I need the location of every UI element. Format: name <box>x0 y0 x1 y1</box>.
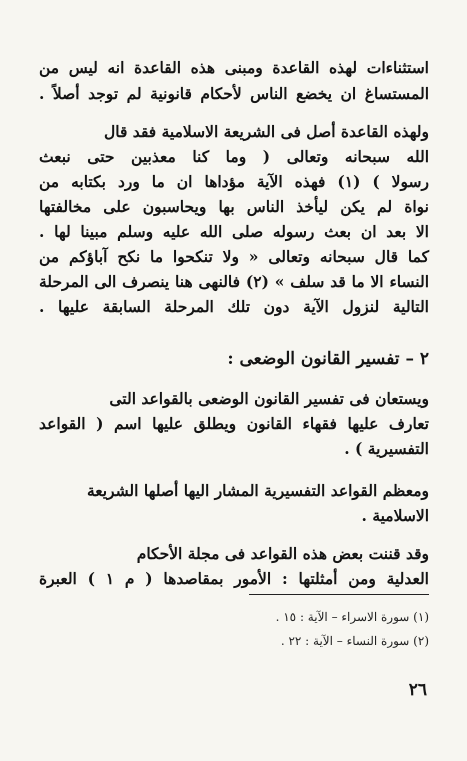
text-line: وقد قننت بعض هذه القواعد فى مجلة الأحكام <box>136 544 429 563</box>
text-line: المستساغ ان يخضع الناس لأحكام قانونية لم توجد أصلاً . <box>39 84 429 103</box>
text-line: التالية لنزول الآية دون تلك المرحلة السابقة عليها . <box>39 297 429 316</box>
text-line: استثناءات لهذه القاعدة ومبنى هذه القاعدة انه ليس من <box>39 58 429 77</box>
section-heading: ٢ – تفسير القانون الوضعى : <box>227 349 429 369</box>
text-line: رسولا ) (١) فهذه الآية مؤداها ان ما ورد بكتابه من <box>39 172 430 191</box>
text-line: العدلية ومن أمثلتها : الأمور بمقاصدها ( م ١ ) العبرة <box>39 569 429 588</box>
text-line: كما قال سبحانه وتعالى « ولا تنكحوا ما نكح آباؤكم من <box>39 247 429 266</box>
text-line: التفسيرية ) . <box>344 439 429 458</box>
text-line: نواة لم يكن ليأخذ الناس بها ويحاسبون على مخالفتها <box>39 197 429 216</box>
text-line: الله سبحانه وتعالى ( وما كنا معذبين حتى نبعث <box>39 147 429 166</box>
text-line: تعارف عليها فقهاء القانون ويطلق عليها اسم ( القواعد <box>39 414 429 433</box>
text-line: ويستعان فى تفسير القانون الوضعى بالقواعد التى <box>109 389 429 408</box>
footnote: (١) سورة الاسراء – الآية : ١٥ . <box>275 610 429 624</box>
text-line: النساء الا ما قد سلف » (٢) فالنهى هنا ينصرف الى المرحلة <box>39 272 429 291</box>
text-line: ومعظم القواعد التفسيرية المشار اليها أصلها الشريعة <box>86 481 429 500</box>
page-number: ٢٦ <box>408 680 427 700</box>
text-line: الاسلامية . <box>361 506 429 525</box>
text-line: ولهذه القاعدة أصل فى الشريعة الاسلامية فقد قال <box>104 122 429 141</box>
text-line: الا بعد ان بعث رسوله صلى الله عليه وسلم مبينا لها . <box>39 222 429 241</box>
footnote: (٢) سورة النساء – الآية : ٢٢ . <box>280 634 429 648</box>
footnote-separator <box>249 594 429 595</box>
